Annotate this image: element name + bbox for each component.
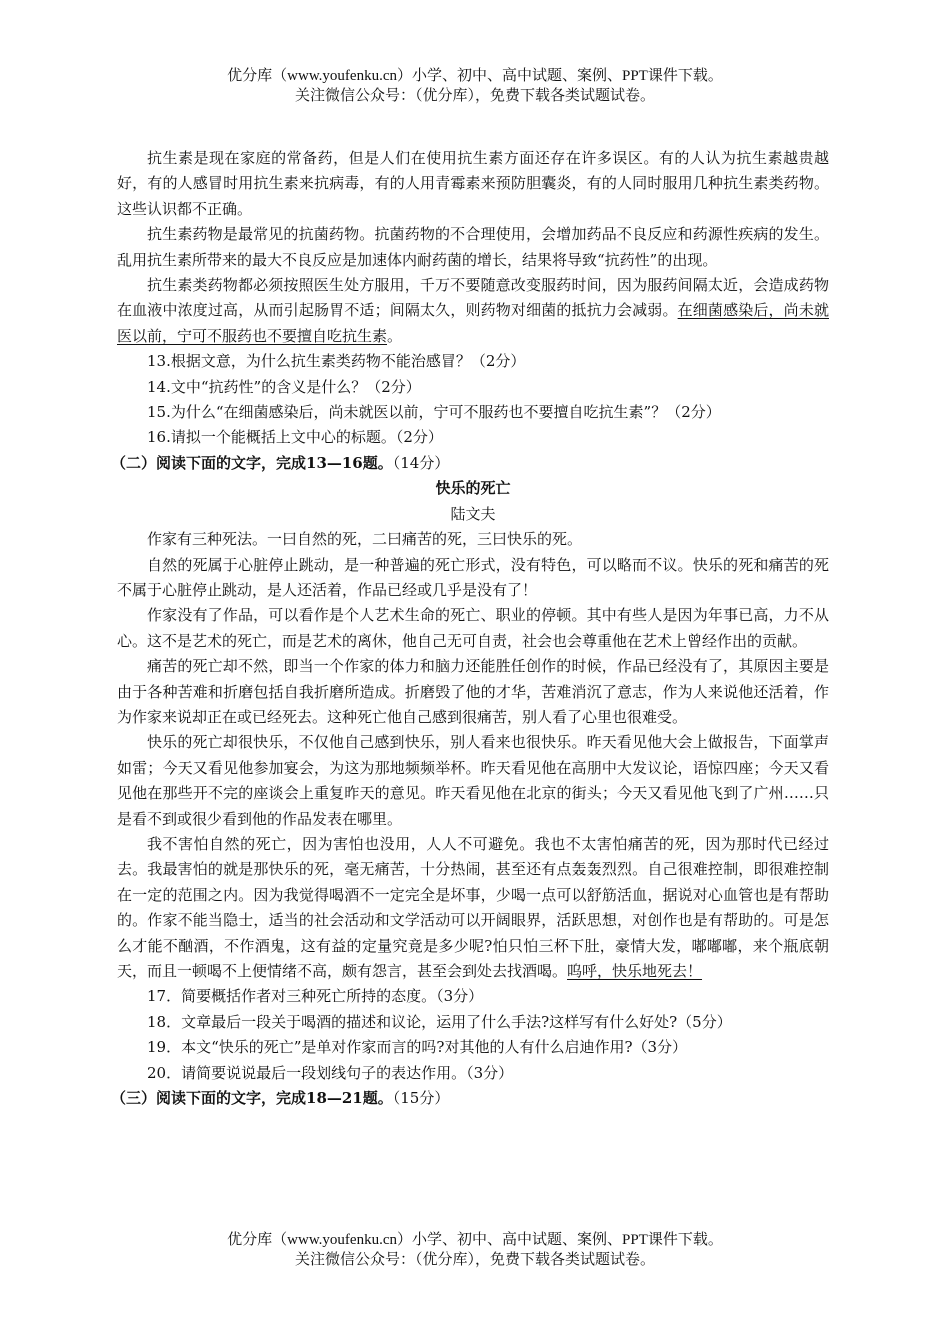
- footer-line-1: 优分库（www.youfenku.cn）小学、初中、高中试题、案例、PPT课件下载。: [227, 1232, 723, 1248]
- page-header: [0, 66, 950, 106]
- question-20: 20．请简要说说最后一段划线句子的表达作用。（3分）: [147, 1063, 514, 1082]
- passage1-underlined-sentence: 在细菌感染后，尚未就医以前，宁可不服药也不要擅自吃抗生素: [117, 301, 829, 345]
- header-line-1: 优分库（www.youfenku.cn）小学、初中、高中试题、案例、PPT课件下载。: [227, 68, 723, 84]
- section-3-score: （15分）: [392, 1089, 450, 1108]
- question-16: 16.请拟一个能概括上文中心的标题。（2分）: [147, 428, 443, 447]
- passage1-paragraph-3: [117, 273, 829, 349]
- passage1-paragraph-3-end: 。: [387, 326, 403, 345]
- question-14: 14.文中“抗药性”的含义是什么？（2分）: [147, 377, 421, 396]
- header-line-2: 关注微信公众号：（优分库），免费下载各类试题试卷。: [294, 88, 655, 104]
- section-3-heading-text: （三）阅读下面的文字，完成18—21题。: [111, 1089, 393, 1108]
- section-2-score: （14分）: [392, 453, 450, 472]
- section-2-heading-text: （二）阅读下面的文字，完成13—16题。: [111, 453, 393, 472]
- article-paragraph-5: 快乐的死亡却很快乐，不仅他自己感到快乐，别人看来也很快乐。昨天看见他大会上做报告，下面掌声如雷；今天又看见他参加宴会，为这为那地频频举杯。昨天看见他在高朋中大发议论，语惊四座；今天又看见他在那些开不完的座谈会上重复昨天的意见。昨天看见他在北京的街头；今天又看见他飞到了广州……只是看不到或很少看到他的作品发表在哪里。: [117, 733, 829, 828]
- document-body: [111, 146, 829, 1111]
- section-3-heading: [111, 1086, 829, 1111]
- question-13: 13.根据文意，为什么抗生素类药物不能治感冒？（2分）: [147, 352, 526, 371]
- article-title: 快乐的死亡: [435, 479, 511, 498]
- passage1-paragraph-1: 抗生素是现在家庭的常备药，但是人们在使用抗生素方面还存在许多误区。有的人认为抗生素越贵越好，有的人感冒时用抗生素来抗病毒，有的人用青霉素来预防胆囊炎，有的人同时服用几种抗生素类药物。这些认识都不正确。: [117, 149, 829, 218]
- page-footer: [0, 1230, 950, 1270]
- question-19: 19．本文“快乐的死亡”是单对作家而言的吗?对其他的人有什么启迪作用?（3分）: [147, 1038, 688, 1057]
- article-paragraph-6: [117, 832, 829, 984]
- passage1-paragraph-3-text: 抗生素类药物都必须按照医生处方服用，千万不要随意改变服药时间，因为服药间隔太近，会造成药物在血液中浓度过高，从而引起肠胃不适；间隔太久，则药物对细菌的抵抗力会减弱。: [117, 276, 829, 320]
- question-17: 17．简要概括作者对三种死亡所持的态度。（3分）: [147, 987, 484, 1006]
- article-author: 陆文夫: [450, 504, 496, 523]
- question-15: 15.为什么“在细菌感染后，尚未就医以前，宁可不服药也不要擅自吃抗生素”？（2分）: [147, 403, 721, 422]
- passage1-paragraph-2: 抗生素药物是最常见的抗菌药物。抗菌药物的不合理使用，会增加药品不良反应和药源性疾病的发生。乱用抗生素所带来的最大不良反应是加速体内耐药菌的增长，结果将导致“抗药性”的出现。: [117, 225, 829, 269]
- article-paragraph-2: 自然的死属于心脏停止跳动，是一种普遍的死亡形式，没有特色，可以略而不议。快乐的死和痛苦的死不属于心脏停止跳动，是人还活着，作品已经或几乎是没有了！: [117, 555, 829, 599]
- article-paragraph-4: 痛苦的死亡却不然，即当一个作家的体力和脑力还能胜任创作的时候，作品已经没有了，其原因主要是由于各种苦难和折磨包括自我折磨所造成。折磨毁了他的才华，苦难消沉了意志，作为人来说他还活着，作为作家来说却正在或已经死去。这种死亡他自己感到很痛苦，别人看了心里也很难受。: [117, 657, 829, 726]
- article-paragraph-3: 作家没有了作品，可以看作是个人艺术生命的死亡、职业的停顿。其中有些人是因为年事已高，力不从心。这不是艺术的死亡，而是艺术的离休，他自己无可自责，社会也会尊重他在艺术上曾经作出的贡献。: [117, 606, 829, 650]
- article-paragraph-1: 作家有三种死法。一曰自然的死，二曰痛苦的死，三曰快乐的死。: [147, 530, 583, 549]
- question-18: 18．文章最后一段关于喝酒的描述和议论，运用了什么手法?这样写有什么好处?（5分）: [147, 1012, 732, 1031]
- section-2-heading: [111, 451, 829, 476]
- article-underlined-sentence: 呜呼，快乐地死去！: [567, 962, 703, 980]
- footer-line-2: 关注微信公众号：（优分库），免费下载各类试题试卷。: [294, 1252, 655, 1268]
- article-paragraph-6-text: 我不害怕自然的死亡，因为害怕也没用，人人不可避免。我也不太害怕痛苦的死，因为那时代已经过去。我最害怕的就是那快乐的死，毫无痛苦，十分热闹，甚至还有点轰轰烈烈。自己很难控制，即很难控制在一定的范围之内。因为我觉得喝酒不一定完全是坏事，少喝一点可以舒筋活血，据说对心血管也是有帮助的。作家不能当隐士，适当的社会活动和文学活动可以开阔眼界，活跃思想，对创作也是有帮助的。可是怎么才能不酗酒，不作酒鬼，这有益的定量究竟是多少呢?怕只怕三杯下肚，豪情大发，嘟嘟嘟，来个瓶底朝天，而且一顿喝不上便情绪不高，颇有怨言，甚至会到处去找酒喝。: [117, 834, 829, 980]
